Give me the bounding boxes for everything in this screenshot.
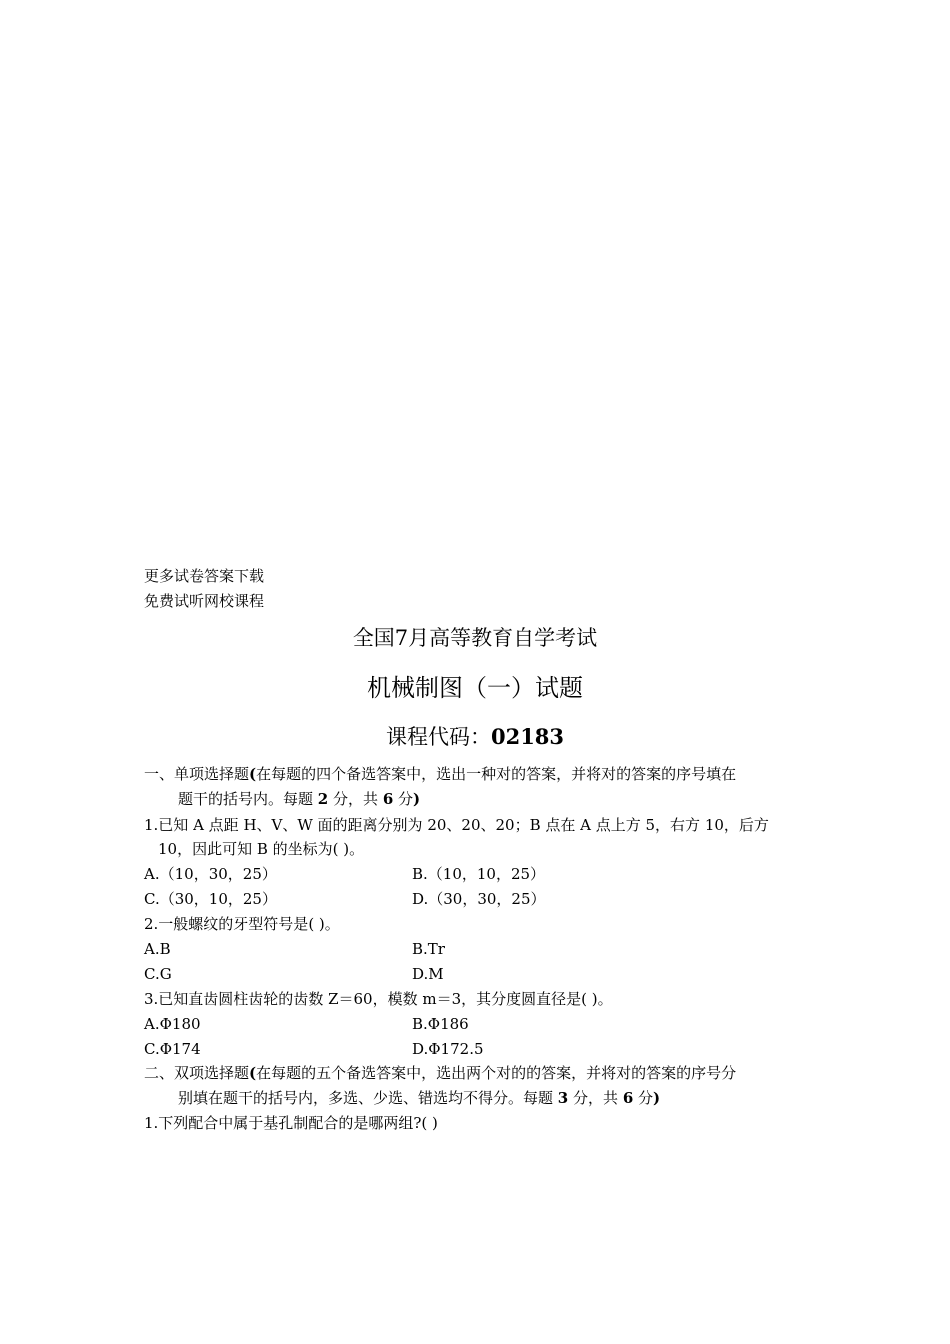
section1-heading-line2-mid: 分，共: [333, 790, 379, 808]
question-1-3-option-c: C.Φ174: [144, 1040, 201, 1058]
question-1-2-option-d: D.M: [412, 965, 444, 983]
question-1-3-option-a: A.Φ180: [144, 1015, 201, 1033]
question-2-1: 1.下列配合中属于基孔制配合的是哪两组?( ): [144, 1114, 438, 1132]
download-link[interactable]: 更多试卷答案下载: [144, 567, 265, 585]
section2-points-total: 6: [622, 1089, 634, 1107]
question-1-3: 3.已知直齿圆柱齿轮的齿数 Z＝60，模数 m＝3，其分度圆直径是( )。: [144, 990, 613, 1008]
section1-heading-text: 在每题的四个备选答案中，选出一种对的答案，并将对的答案的序号填在: [256, 765, 737, 783]
section1-points-each: 2: [317, 790, 329, 808]
section1-heading-line2-unit: 分: [398, 790, 414, 808]
section2-heading-line2-text: 别填在题干的括号内，多选、少选、错选均不得分。每题: [178, 1089, 554, 1107]
section2-paren-open: (: [249, 1064, 257, 1082]
question-1-1-option-d: D.（30，30，25）: [412, 890, 546, 908]
section1-points-total: 6: [382, 790, 394, 808]
question-1-1-option-c: C.（30，10，25）: [144, 890, 277, 908]
section1-heading: [144, 764, 736, 784]
section2-heading-line2: [178, 1088, 660, 1108]
section2-heading-line2-unit: 分: [638, 1089, 654, 1107]
section2-points-each: 3: [557, 1089, 569, 1107]
question-1-1-option-b: B.（10，10，25）: [412, 865, 546, 883]
question-1-3-option-d: D.Φ172.5: [412, 1040, 484, 1058]
section2-heading-prefix: 二、双项选择题: [144, 1064, 250, 1082]
question-1-2-option-a: A.B: [144, 940, 171, 958]
question-1-2: 2.一般螺纹的牙型符号是( )。: [144, 915, 340, 933]
section2-heading-line2-mid: 分，共: [573, 1089, 619, 1107]
question-1-3-option-b: B.Φ186: [412, 1015, 469, 1033]
question-1-1-line1: 1.已知 A 点距 H、V、W 面的距离分别为 20、20、20；B 点在 A 点上方 5，右方 10，后方: [144, 816, 769, 834]
section2-paren-close: ): [653, 1089, 661, 1107]
question-1-2-option-b: B.Tr: [412, 940, 445, 958]
question-1-1-line2: 10，因此可知 B 的坐标为( )。: [158, 840, 365, 858]
subject-title: 机械制图（一）试题: [367, 674, 583, 702]
section1-heading-line2: [178, 789, 420, 809]
course-link[interactable]: 免费试听网校课程: [144, 592, 265, 610]
section1-paren-close: ): [413, 790, 421, 808]
course-code-label: 课程代码：: [385, 725, 491, 749]
course-code-value: 02183: [490, 724, 565, 749]
section1-heading-line2-text: 题干的括号内。每题: [178, 790, 314, 808]
question-1-2-option-c: C.G: [144, 965, 172, 983]
section2-heading: [144, 1063, 736, 1083]
exam-title: 全国7月高等教育自学考试: [352, 626, 598, 650]
section2-heading-text: 在每题的五个备选答案中，选出两个对的的答案，并将对的答案的序号分: [256, 1064, 737, 1082]
section1-paren-open: (: [249, 765, 257, 783]
course-code: [0, 723, 950, 751]
section1-heading-prefix: 一、单项选择题: [144, 765, 250, 783]
question-1-1-option-a: A.（10，30，25）: [144, 865, 277, 883]
